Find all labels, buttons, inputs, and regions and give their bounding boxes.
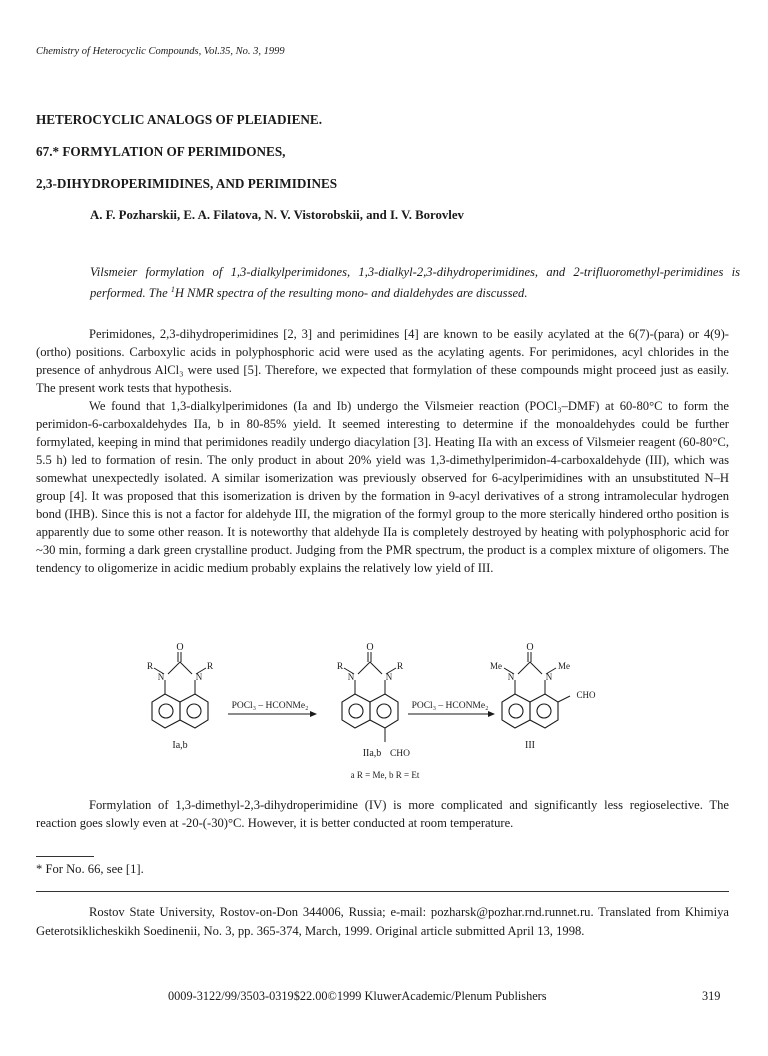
abstract-superscript: 1	[170, 285, 175, 294]
substituent-label: R	[146, 662, 154, 672]
reagent-label: POCl₃ – HCONMe₂	[411, 701, 489, 711]
compound-label: III	[525, 740, 535, 751]
reagent-label: POCl₃ – HCONMe₂	[231, 701, 309, 711]
footnote: * For No. 66, see [1].	[36, 862, 144, 876]
oxygen-label: O	[526, 642, 534, 653]
nitrogen-label: N	[507, 672, 515, 682]
substituent-legend: a R = Me, b R = Et	[350, 770, 420, 780]
affiliation-text: Rostov State University, Rostov-on-Don 344006, Russia; e-mail: pozharsk@pozhar.rnd.runnet.ru. Translated from Khimiya Geterotsiklicheskikh Soedinenii, No. 3, pp. 365-374, March, 1999. Original article submitted April 13, 1998.	[36, 905, 729, 938]
formyl-label: CHO	[389, 749, 411, 759]
substituent-label: R	[396, 662, 404, 672]
nitrogen-label: N	[545, 672, 553, 682]
nitrogen-label: N	[195, 672, 203, 682]
substituent-label: R	[336, 662, 344, 672]
compound-label: Ia,b	[172, 740, 188, 751]
footnote-divider	[36, 856, 94, 857]
arrowhead-1	[310, 711, 317, 717]
affiliation-divider	[36, 891, 729, 892]
title-line: 2,3-DIHYDROPERIMIDINES, AND PERIMIDINES	[36, 176, 338, 191]
nitrogen-label: N	[385, 672, 393, 682]
compound-I	[152, 652, 208, 728]
page-number: 319	[702, 989, 721, 1003]
copyright-line: 0009-3122/99/3503-0319$22.00©1999 KluwerAcademic/Plenum Publishers	[168, 989, 547, 1003]
reaction-scheme	[146, 640, 630, 788]
journal-header: Chemistry of Heterocyclic Compounds, Vol.35, No. 3, 1999	[36, 46, 285, 57]
compound-label: IIa,b	[362, 748, 382, 759]
body-text	[36, 325, 729, 577]
abstract-text: H NMR spectra of the resulting mono- and dialdehydes are discussed.	[174, 286, 528, 301]
paragraph: Formylation of 1,3-dimethyl-2,3-dihydroperimidine (IV) is more complicated and significantly less regioselective. The reaction goes slowly even at -20-(-30)°C. However, it is better conducted at room temperature.	[36, 798, 729, 830]
nitrogen-label: N	[157, 672, 165, 682]
nitrogen-label: N	[347, 672, 355, 682]
oxygen-label: O	[176, 642, 184, 653]
abstract	[90, 263, 740, 302]
body-text	[36, 796, 729, 832]
title-line: HETEROCYCLIC ANALOGS OF PLEIADIENE.	[36, 112, 323, 127]
paragraph: Perimidones, 2,3-dihydroperimidines [2, 3] and perimidines [4] are known to be easily acylated at the 6(7)-(para) or 4(9)-(ortho) positions. Carboxylic acids in polyphosphoric acid were used as the acylating agents. For perimidones, acyl chlorides in the presence of anhydrous AlCl₃ were used [5]. Therefore, we expected that formylation of these compounds might proceed just as easily. The present work tests that hypothesis.	[36, 327, 729, 395]
substituent-label: R	[206, 662, 214, 672]
compound-II	[342, 652, 398, 742]
formyl-label: CHO	[576, 690, 596, 700]
author-list: A. F. Pozharskii, E. A. Filatova, N. V. Vistorobskii, and I. V. Borovlev	[90, 208, 464, 222]
methyl-label: Me	[490, 661, 502, 671]
article-title	[36, 104, 337, 200]
oxygen-label: O	[366, 642, 374, 653]
methyl-label: Me	[558, 661, 570, 671]
paragraph: We found that 1,3-dialkylperimidones (Ia and Ib) undergo the Vilsmeier reaction (POCl₃–DMF) at 60-80°C to form the perimidon-6-carboxaldehydes IIa, b in 80-85% yield. It seemed interesting to determine if the monoaldehydes could be further formylated, keeping in mind that perimidones readily undergo diacylation [3]. Heating IIa with an excess of Vilsmeier reagent (60-80°C, 5.5 h) led to formation of resin. The only product in about 20% yield was 1,3-dimethylperimidon-4-carboxaldehyde (III), which was somewhat unexpectedly isolated. A similar isomerization was previously observed for 6-acylperimidines with an unsubstituted N–H group [4]. It was proposed that this isomerization is driven by the formation in 9-acyl derivatives of a strong intramolecular hydrogen bond (IHB). Since this is not a factor for aldehyde III, the migration of the formyl group to the more sterically hindered ortho position is apparently due to some other reason. It is noteworthy that aldehyde IIa is completely destroyed by heating with polyphosphoric acid for ~30 min, forming a dark green crystalline product. Judging from the PMR spectrum, the product is a complex mixture of oligomers. The tendency to oligomerize in acidic medium probably explains the relatively low yield of III.	[36, 399, 729, 575]
arrowhead-2	[488, 711, 495, 717]
affiliation-block	[36, 903, 729, 941]
abstract-text: Vilsmeier formylation of 1,3-dialkylperimidones, 1,3-dialkyl-2,3-dihydroperimidines, and 2-trifluoromethyl-perimidines is performed. The	[90, 265, 740, 301]
title-line: 67.* FORMYLATION OF PERIMIDONES,	[36, 144, 286, 159]
